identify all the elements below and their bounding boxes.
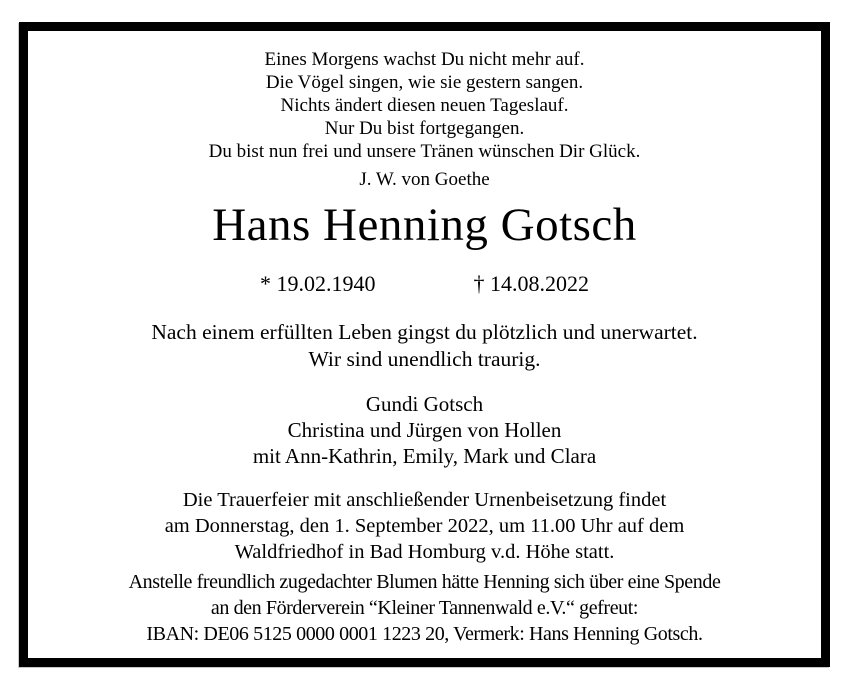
- farewell-message: [28, 319, 821, 373]
- mourner-line: Christina und Jürgen von Hollen: [287, 418, 562, 442]
- funeral-details-line: Die Trauerfeier mit anschließender Urnenbeisetzung findet: [182, 489, 667, 511]
- birth-date: * 19.02.1940: [260, 271, 376, 296]
- deceased-name: Hans Henning Gotsch: [212, 199, 637, 251]
- mourner-line: Gundi Gotsch: [365, 392, 484, 416]
- funeral-details: [28, 487, 821, 565]
- poem: [28, 31, 821, 163]
- obituary-frame: [19, 22, 830, 667]
- funeral-details-line: am Donnerstag, den 1. September 2022, um 11.00 Uhr auf dem: [164, 515, 685, 537]
- poem-line: Nichts ändert diesen neuen Tageslauf.: [280, 95, 569, 116]
- poem-line: Eines Morgens wachst Du nicht mehr auf.: [264, 49, 585, 70]
- mourners-list: [28, 391, 821, 469]
- poem-line: Die Vögel singen, wie sie gestern sangen.: [265, 72, 584, 93]
- poem-line: Du bist nun frei und unsere Tränen wünschen Dir Glück.: [208, 141, 641, 162]
- farewell-message-line: Wir sind unendlich traurig.: [308, 347, 541, 371]
- poem-attribution: J. W. von Goethe: [359, 169, 490, 190]
- donation-request-line: an den Förderverein “Kleiner Tannenwald e.V.“ gefreut:: [210, 597, 639, 619]
- death-date: † 14.08.2022: [473, 271, 589, 296]
- life-dates: [28, 271, 821, 297]
- donation-request-line: Anstelle freundlich zugedachter Blumen hätte Henning sich über eine Spende: [128, 571, 721, 593]
- funeral-details-line: Waldfriedhof in Bad Homburg v.d. Höhe statt.: [234, 541, 615, 563]
- poem-line: Nur Du bist fortgegangen.: [324, 118, 525, 139]
- donation-iban-line: IBAN: DE06 5125 0000 0001 1223 20, Vermerk: Hans Henning Gotsch.: [146, 623, 703, 645]
- mourner-line: mit Ann-Kathrin, Emily, Mark und Clara: [252, 444, 597, 468]
- donation-request: [28, 569, 821, 647]
- farewell-message-line: Nach einem erfüllten Leben gingst du plötzlich und unerwartet.: [151, 320, 698, 344]
